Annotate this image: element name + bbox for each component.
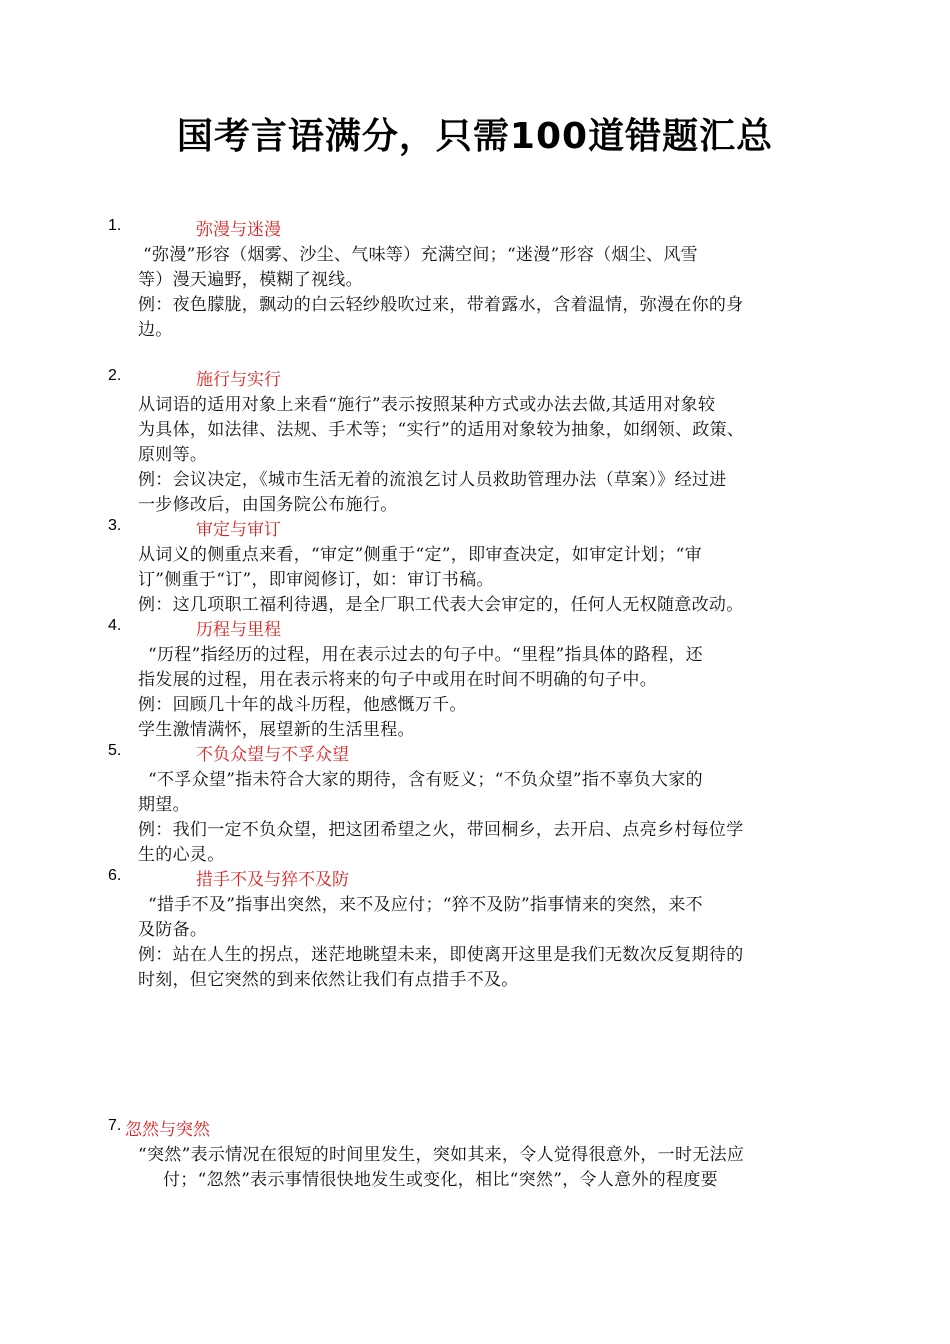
item-text-line: “突然”表示情况在很短的时间里发生，突如其来，令人觉得很意外，一时无法应 — [138, 1145, 745, 1165]
item-example-line: 例：会议决定，《城市生活无着的流浪乞讨人员救助管理办法（草案）》经过进 — [138, 470, 727, 490]
item-text-line: 从词语的适用对象上来看“施行”表示按照某种方式或办法去做,其适用对象较 — [138, 395, 716, 415]
item-number: 1. — [108, 217, 122, 234]
item-example-line: 边。 — [138, 320, 173, 340]
item-heading: 措手不及与猝不及防 — [196, 870, 349, 890]
item-text-line: 及防备。 — [138, 920, 208, 940]
item-heading: 弥漫与迷漫 — [196, 220, 281, 240]
item-number: 2. — [108, 367, 122, 384]
item-text-line: 指发展的过程，用在表示将来的句子中或用在时间不明确的句子中。 — [138, 670, 657, 690]
item-text-line: 付；“忽然”表示事情很快地发生或变化，相比“突然”，令人意外的程度要 — [163, 1170, 718, 1190]
item-heading: 审定与审订 — [196, 520, 281, 540]
item-number: 5. — [108, 742, 122, 759]
item-number: 3. — [108, 517, 122, 534]
item-example-line: 例：我们一定不负众望，把这团希望之火，带回桐乡，去开启、点亮乡村每位学 — [138, 820, 744, 840]
item-example-line: 例：回顾几十年的战斗历程，他感慨万千。 — [138, 695, 467, 715]
item-number: 4. — [108, 617, 122, 634]
item-example-line: 一步修改后，由国务院公布施行。 — [138, 495, 398, 515]
item-text-line: “措手不及”指事出突然，来不及应付；“猝不及防”指事情来的突然，来不 — [148, 895, 703, 915]
item-example-line: 时刻，但它突然的到来依然让我们有点措手不及。 — [138, 970, 519, 990]
item-heading: 忽然与突然 — [125, 1120, 210, 1140]
page-title: 国考言语满分，只需100道错题汇总 — [176, 116, 774, 157]
item-text-line: 从词义的侧重点来看，“审定”侧重于“定”，即审查决定，如审定计划；“审 — [138, 545, 702, 565]
item-text-line: “弥漫”形容（烟雾、沙尘、气味等）充满空间；“迷漫”形容（烟尘、风雪 — [143, 245, 698, 265]
item-text-line: 订”侧重于“订”，即审阅修订，如：审订书稿。 — [138, 570, 494, 590]
item-example-line: 学生激情满怀，展望新的生活里程。 — [138, 720, 415, 740]
item-example-line: 例：这几项职工福利待遇，是全厂职工代表大会审定的，任何人无权随意改动。 — [138, 595, 744, 615]
item-example-line: 生的心灵。 — [138, 845, 225, 865]
item-heading: 施行与实行 — [196, 370, 281, 390]
item-text-line: “历程”指经历的过程，用在表示过去的句子中。“里程”指具体的路程，还 — [148, 645, 703, 665]
item-number: 6. — [108, 867, 122, 884]
item-text-line: “不孚众望”指未符合大家的期待，含有贬义；“不负众望”指不辜负大家的 — [148, 770, 703, 790]
item-text-line: 等）漫天遍野，模糊了视线。 — [138, 270, 363, 290]
item-example-line: 例：站在人生的拐点，迷茫地眺望未来，即使离开这里是我们无数次反复期待的 — [138, 945, 744, 965]
item-text-line: 期望。 — [138, 795, 190, 815]
item-heading: 不负众望与不孚众望 — [196, 745, 349, 765]
item-example-line: 例：夜色朦胧，飘动的白云轻纱般吹过来，带着露水，含着温情，弥漫在你的身 — [138, 295, 744, 315]
item-heading: 历程与里程 — [196, 620, 281, 640]
item-text-line: 为具体，如法律、法规、手术等；“实行”的适用对象较为抽象，如纲领、政策、 — [138, 420, 745, 440]
item-text-line: 原则等。 — [138, 445, 208, 465]
item-number: 7. — [108, 1117, 122, 1134]
